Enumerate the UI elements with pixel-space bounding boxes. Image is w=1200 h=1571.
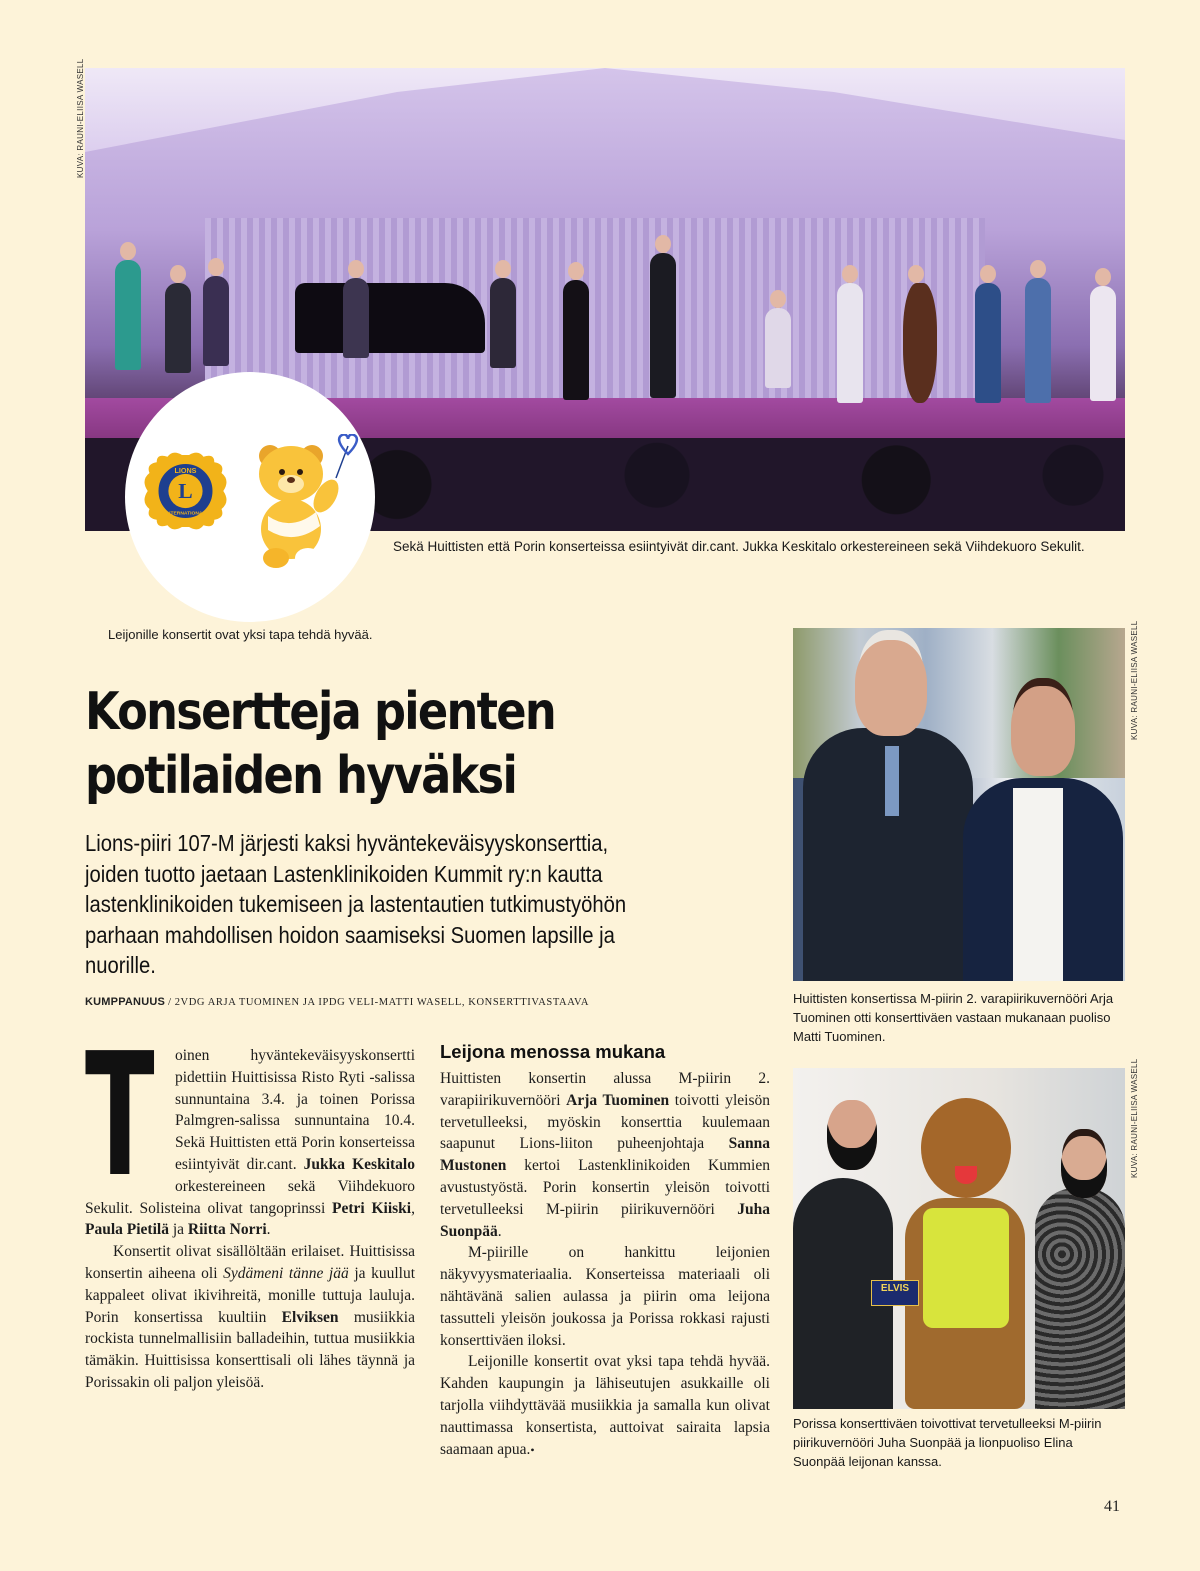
paragraph <box>85 1241 415 1394</box>
headline-line-2: potilaiden hyväksi <box>85 746 517 806</box>
drop-cap: T <box>85 1017 155 1215</box>
section-subhead: Leijona menossa mukana <box>440 1041 666 1062</box>
woman-face <box>1061 1136 1107 1198</box>
performer <box>1090 286 1116 401</box>
woman-face <box>1011 686 1075 776</box>
text: ja kuullut kappaleet olivat ikivihreitä, monille tuttuja lauluja. Porin konsertissa kuultiin <box>85 1264 415 1326</box>
performer <box>765 308 791 388</box>
performer <box>837 283 863 403</box>
end-mark: • <box>530 1442 535 1457</box>
person-name: Arja Tuominen <box>566 1091 670 1109</box>
byline-section-tag: KUMPPANUUS <box>85 996 166 1008</box>
byline <box>85 996 589 1008</box>
lions-top-text: LIONS <box>174 466 197 475</box>
text: . <box>497 1222 502 1240</box>
byline-authors: 2VDG ARJA TUOMINEN JA IPDG VELI-MATTI WASELL, KONSERTTIVASTAAVA <box>174 997 590 1008</box>
text: toivotti yleisön tervetulleeksi, myöskin konserttia kuulemaan saapunut Lions-liiton puheenjohtaja <box>440 1091 770 1153</box>
paragraph <box>440 1351 770 1461</box>
song-title: Sydämeni tänne jää <box>223 1264 349 1282</box>
text: . <box>266 1221 271 1239</box>
hero-photo-credit: KUVA: RAUNI-ELIISA WASELL <box>76 58 85 178</box>
photo2-credit: KUVA: RAUNI-ELIISA WASELL <box>1130 620 1139 740</box>
performer <box>343 278 369 358</box>
hall-ceiling <box>85 68 1125 188</box>
artist-name: Elviksen <box>281 1308 339 1326</box>
governors-photo <box>793 628 1125 981</box>
headline-line-1: Konsertteja pienten <box>85 682 555 742</box>
person-name: Sanna Mustonen <box>440 1135 770 1175</box>
logo-circle <box>125 372 375 622</box>
hero-photo-caption: Sekä Huittisten että Porin konserteissa esiintyivät dir.cant. Jukka Keskitalo orkestereineen sekä Viihdekuoro Sekulit. <box>393 539 1085 554</box>
woman-figure <box>1035 1188 1125 1409</box>
photo3-caption: Porissa konserttiväen toivottivat tervetulleeksi M-piirin piirikuvernööri Juha Suonpää ja lionpuoliso Elina Suonpää leijonan kanssa. <box>793 1416 1102 1469</box>
paragraph <box>85 1017 415 1241</box>
text: Konsertit olivat sisällöltään erilaiset. Huittisissa konsertin aiheena oli <box>85 1243 415 1282</box>
text: kertoi Lastenklinikoiden Kummien avustustyöstä. Porin konsertin yleisön toivotti tervetulleeksi M-piirin piirikuvernööri <box>440 1157 770 1218</box>
performer <box>115 260 141 370</box>
person-name: Riitta Norri <box>187 1221 267 1239</box>
performer <box>650 253 676 398</box>
performer <box>975 283 1001 403</box>
text: Huittisten konsertin alussa M-piirin 2. varapiirikuvernööri <box>440 1070 770 1109</box>
double-bass <box>903 283 937 403</box>
paragraph: M-piirille on hankittu leijonien näkyvyysmateriaalia. Konserteissa materiaali oli nähtävänä salien aulassa ja piirin oma leijona tassutteli yleisön joukossa ja Porissa rokkasi rajusti konserttiväen iloksi. <box>440 1244 770 1349</box>
elvis-sign: ELVIS <box>871 1280 919 1306</box>
article-headline <box>85 680 567 808</box>
text: Leijonille konsertit ovat yksi tapa tehdä hyvää. Kahden kaupungin ja lähiseutujen asukkaille oli tarjolla viihdyttävää musiikkia ja samalla kun olivat nauttimassa konsertista, auttoivat sairaita lapsia saamaan apua. <box>440 1353 770 1458</box>
performer <box>1025 278 1051 403</box>
text: ja <box>168 1221 188 1239</box>
text: oinen hyväntekeväisyyskonsertti pidettiin Huittisissa Risto Ryti -salissa sunnuntaina 3.4. ja toinen Porissa Palmgren-salissa sunnuntaina 10.4. Sekä Huittisten että Porin konserteissa esiintyivät dir.cant. <box>175 1047 415 1173</box>
woman-shirt <box>1013 788 1063 981</box>
logo-caption: Leijonille konsertit ovat yksi tapa tehdä hyvää. <box>108 627 373 642</box>
man-tie <box>885 746 899 816</box>
man-face <box>855 640 927 736</box>
byline-separator: / <box>168 996 172 1008</box>
performer <box>563 280 589 400</box>
lions-bottom-text: INTERNATIONAL <box>165 511 206 517</box>
lion-mascot-photo <box>793 1068 1125 1409</box>
paragraph <box>440 1068 770 1242</box>
teddy-bear-mascot <box>250 434 360 569</box>
text: , <box>411 1199 415 1217</box>
performer <box>203 276 229 366</box>
mascot-vest <box>923 1208 1009 1328</box>
article-column-1 <box>85 1017 415 1394</box>
text: orkestereineen sekä Viihdekuoro Sekulit. Solisteina olivat tangoprinssi <box>85 1177 415 1217</box>
text: musiikkia rockista tunnelmallisiin balladeihin, tuttua musiikkia tämäkin. Huittisissa konserttisali oli lähes täynnä ja Porissakin oli paljon yleisöä. <box>85 1308 415 1391</box>
person-name: Paula Pietilä <box>85 1221 169 1239</box>
person-name: Petri Kiiski <box>332 1199 412 1217</box>
person-name: Juha Suonpää <box>440 1200 770 1240</box>
article-column-2 <box>440 1068 770 1461</box>
mascot-tongue <box>955 1166 977 1184</box>
lions-international-logo <box>138 446 233 536</box>
photo3-credit: KUVA: RAUNI-ELIISA WASELL <box>1130 1058 1139 1178</box>
article-lead: Lions-piiri 107-M järjesti kaksi hyväntekeväisyyskonserttia, joiden tuotto jaetaan Lastenklinikoiden Kummit ry:n kautta lastenklinikoiden tukemiseen ja lastentautien tutkimustyöhön parhaan mahdollisen hoidon saamiseksi Suomen lapsille ja nuorille. <box>85 830 627 978</box>
performer <box>490 278 516 368</box>
heart-balloon-icon <box>339 434 357 454</box>
photo2-caption: Huittisten konsertissa M-piirin 2. varapiirikuvernööri Arja Tuominen otti konserttiväen vastaan mukanaan puoliso Matti Tuominen. <box>793 991 1114 1044</box>
man-face <box>827 1100 877 1170</box>
grand-piano <box>295 283 485 353</box>
performer <box>165 283 191 373</box>
person-name: Jukka Keskitalo <box>303 1155 415 1173</box>
page-number: 41 <box>1104 1498 1120 1515</box>
lions-letter: L <box>178 479 193 504</box>
